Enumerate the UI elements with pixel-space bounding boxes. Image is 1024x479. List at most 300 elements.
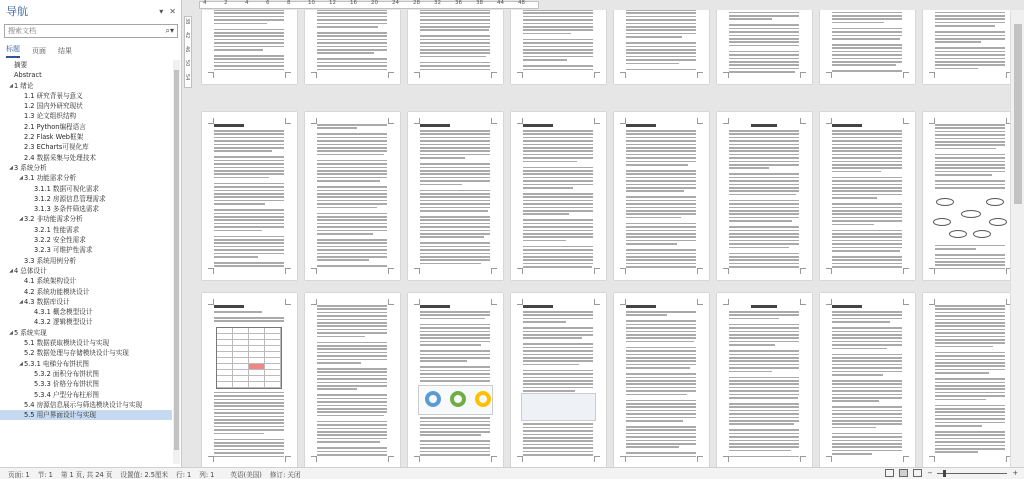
text-line <box>626 436 696 438</box>
text-line <box>832 357 902 359</box>
text-line <box>729 429 799 431</box>
text-line <box>523 187 573 189</box>
nav-heading-label: 2.1 Python编程语言 <box>24 122 86 131</box>
er-entity <box>936 198 954 206</box>
text-line <box>317 26 378 28</box>
text-line <box>935 58 1005 60</box>
text-line <box>935 268 1005 270</box>
text-line <box>317 315 387 317</box>
zoom-slider-knob[interactable] <box>943 470 946 477</box>
text-line <box>729 337 799 339</box>
text-line <box>420 147 490 149</box>
table-cell <box>233 364 249 369</box>
text-line <box>523 437 593 439</box>
text-line <box>420 157 465 159</box>
text-line <box>832 171 881 173</box>
table-cell <box>265 370 281 375</box>
collapse-arrow-icon[interactable]: ◢ <box>19 216 23 223</box>
table-cell <box>249 364 265 369</box>
nav-heading-item[interactable] <box>0 122 172 132</box>
crop-mark <box>697 299 703 305</box>
text-line <box>832 341 902 343</box>
search-icon[interactable]: ⌕▾ <box>165 26 174 35</box>
text-line <box>420 440 490 442</box>
text-line <box>523 46 593 48</box>
text-line <box>317 49 387 51</box>
document-page[interactable] <box>202 293 297 467</box>
nav-heading-label: 1.1 研究背景与意义 <box>24 91 83 100</box>
document-page[interactable] <box>820 293 915 467</box>
text-line <box>729 410 799 412</box>
tab-results[interactable]: 结果 <box>58 47 72 55</box>
status-language[interactable]: 英语(美国) <box>230 470 262 479</box>
text-line <box>935 18 1005 20</box>
text-line <box>317 223 387 225</box>
text-line <box>523 133 593 135</box>
nav-heading-item[interactable] <box>0 307 172 317</box>
text-line <box>729 180 799 182</box>
nav-heading-item[interactable] <box>0 379 172 389</box>
collapse-arrow-icon[interactable]: ◢ <box>19 175 23 182</box>
text-line <box>420 341 490 343</box>
text-line <box>626 184 696 186</box>
text-line <box>317 355 387 357</box>
collapse-arrow-icon[interactable]: ◢ <box>9 82 13 89</box>
text-line <box>317 35 387 37</box>
text-line <box>214 317 284 319</box>
crop-mark <box>311 268 317 274</box>
nav-heading-item[interactable] <box>0 204 172 214</box>
text-line <box>214 170 284 172</box>
nav-heading-item[interactable] <box>0 348 172 358</box>
nav-heading-item[interactable] <box>0 70 172 80</box>
nav-heading-item[interactable] <box>0 400 172 410</box>
text-line <box>935 392 1005 394</box>
text-line <box>729 207 799 209</box>
nav-heading-item[interactable] <box>0 245 172 255</box>
nav-heading-item[interactable] <box>0 225 172 235</box>
text-line <box>935 245 1005 247</box>
status-row[interactable]: 行: 1 <box>176 470 192 479</box>
text-line <box>832 327 902 329</box>
search-input[interactable] <box>8 27 158 35</box>
nav-heading-item[interactable] <box>0 390 172 400</box>
nav-heading-label: 5 系统实现 <box>14 328 47 337</box>
text-line <box>317 415 384 417</box>
document-page[interactable] <box>614 293 709 467</box>
zoom-in-button[interactable]: + <box>1012 469 1018 477</box>
document-page[interactable] <box>923 293 1010 467</box>
text-line <box>214 186 284 188</box>
text-line <box>935 258 1005 260</box>
text-line <box>523 364 579 366</box>
text-line <box>523 256 593 258</box>
text-line <box>523 447 593 449</box>
text-line <box>729 24 799 26</box>
text-line <box>420 337 490 339</box>
ruler-number: 48 <box>518 0 525 6</box>
nav-heading-item[interactable] <box>0 338 172 348</box>
nav-heading-item[interactable] <box>0 266 172 276</box>
collapse-arrow-icon[interactable]: ◢ <box>9 164 13 171</box>
nav-heading-item[interactable] <box>0 328 172 338</box>
nav-heading-item[interactable] <box>0 214 172 224</box>
text-line <box>523 65 593 67</box>
text-line <box>523 196 593 198</box>
nav-heading-label: 4 总体设计 <box>14 266 47 275</box>
document-page[interactable] <box>923 10 1010 84</box>
text-line <box>832 410 902 412</box>
document-page[interactable] <box>408 112 503 280</box>
text-line <box>214 39 284 41</box>
document-area[interactable] <box>194 10 1010 467</box>
table-cell <box>265 376 281 381</box>
text-line <box>214 163 284 165</box>
text-line <box>935 425 982 427</box>
document-page[interactable] <box>202 10 297 84</box>
text-line <box>935 68 978 70</box>
crop-mark <box>723 299 729 305</box>
text-line <box>523 444 593 446</box>
text-line <box>626 433 696 435</box>
text-line <box>729 247 789 249</box>
document-page[interactable] <box>202 112 297 280</box>
text-line <box>935 415 1005 417</box>
text-line <box>523 184 593 186</box>
status-track-changes[interactable]: 修订: 关闭 <box>269 470 301 479</box>
heading-line <box>420 305 450 308</box>
text-line <box>420 428 490 430</box>
text-line <box>729 213 799 215</box>
text-line <box>420 256 490 258</box>
text-line <box>523 321 566 323</box>
crop-mark <box>311 456 317 462</box>
text-line <box>935 141 1005 143</box>
crop-mark <box>826 268 832 274</box>
vertical-ruler-number: 46 <box>184 46 190 53</box>
document-page[interactable] <box>511 293 606 467</box>
text-line <box>523 193 593 195</box>
document-page[interactable] <box>717 112 812 280</box>
text-line <box>214 253 284 255</box>
text-line <box>729 64 799 66</box>
text-line <box>420 380 490 382</box>
nav-heading-item[interactable] <box>0 317 172 327</box>
text-line <box>626 33 696 35</box>
crop-mark <box>594 299 600 305</box>
nav-heading-label: 1.2 国内外研究现状 <box>24 102 83 111</box>
crop-mark <box>929 456 935 462</box>
crop-mark <box>929 72 935 78</box>
text-line <box>214 49 263 51</box>
text-line <box>935 25 995 27</box>
er-entity <box>986 198 1004 206</box>
text-line <box>523 203 593 205</box>
text-line <box>832 383 902 385</box>
nav-heading-item[interactable] <box>0 369 172 379</box>
heading-line <box>751 305 777 308</box>
text-line <box>523 200 593 202</box>
nav-heading-item[interactable] <box>0 163 172 173</box>
text-line <box>626 253 696 255</box>
text-line <box>935 431 1005 433</box>
text-line <box>626 314 667 316</box>
search-box <box>4 24 178 38</box>
status-page-of[interactable]: 第 1 页, 共 24 页 <box>60 470 113 479</box>
nav-heading-item[interactable] <box>0 256 172 266</box>
text-line <box>832 38 900 40</box>
text-line <box>420 314 490 316</box>
text-line <box>935 322 1005 324</box>
text-line <box>832 184 902 186</box>
text-line <box>935 448 1005 450</box>
nav-options-dropdown-icon[interactable]: ▾ <box>159 6 164 16</box>
text-line <box>832 371 902 373</box>
nav-heading-item[interactable] <box>0 81 172 91</box>
text-line <box>420 331 490 333</box>
document-page[interactable] <box>923 112 1010 280</box>
text-line <box>317 362 361 364</box>
text-line <box>214 395 284 397</box>
text-line <box>523 59 567 61</box>
text-line <box>832 440 902 442</box>
status-page[interactable]: 页面: 1 <box>8 470 30 479</box>
text-line <box>523 390 575 392</box>
text-line <box>214 256 258 258</box>
text-line <box>214 196 284 198</box>
nav-heading-item[interactable] <box>0 91 172 101</box>
table-cell <box>249 328 265 333</box>
text-line <box>832 217 902 219</box>
text-line <box>214 144 284 146</box>
collapse-arrow-icon[interactable]: ◢ <box>19 298 23 305</box>
nav-heading-item[interactable] <box>0 194 172 204</box>
nav-heading-label: 2.3 ECharts可视化库 <box>24 143 89 152</box>
text-line <box>420 10 490 11</box>
text-line <box>317 378 387 380</box>
document-page[interactable] <box>511 10 606 84</box>
text-line <box>214 190 284 192</box>
text-line <box>935 395 1005 397</box>
crop-mark <box>388 72 394 78</box>
collapse-arrow-icon[interactable]: ◢ <box>9 329 13 336</box>
text-line <box>626 337 696 339</box>
nav-heading-item[interactable] <box>0 276 172 286</box>
nav-header-controls <box>159 7 176 16</box>
text-line <box>832 374 883 376</box>
text-line <box>935 355 1005 357</box>
table-cell <box>265 352 281 357</box>
nav-heading-label: 5.5 用户界面设计与实现 <box>24 411 96 420</box>
text-line <box>729 230 799 232</box>
nav-scrollbar[interactable] <box>173 60 180 464</box>
text-line <box>317 46 387 48</box>
text-line <box>832 413 902 415</box>
document-page[interactable] <box>717 10 812 84</box>
text-line <box>729 380 799 382</box>
table-cell <box>265 328 281 333</box>
nav-heading-label: 摘要 <box>14 61 28 69</box>
nav-close-icon[interactable]: ✕ <box>169 6 176 16</box>
text-line <box>729 157 799 159</box>
text-line <box>935 319 1005 321</box>
document-page[interactable] <box>717 293 812 467</box>
crop-mark <box>414 456 420 462</box>
table-cell <box>217 376 233 381</box>
text-line <box>935 38 1005 40</box>
text-line <box>729 397 798 399</box>
nav-tabs <box>0 42 180 58</box>
text-line <box>420 334 490 336</box>
text-line <box>935 438 1005 440</box>
text-line <box>420 324 490 326</box>
text-line <box>832 354 902 356</box>
document-page[interactable] <box>820 10 915 84</box>
text-line <box>626 140 696 142</box>
text-line <box>832 331 902 333</box>
collapse-arrow-icon[interactable]: ◢ <box>19 360 23 367</box>
nav-heading-item[interactable] <box>0 410 172 420</box>
text-line <box>935 388 1005 390</box>
text-line <box>523 69 593 71</box>
text-line <box>317 368 387 370</box>
document-scrollbar[interactable] <box>1010 10 1024 467</box>
document-page[interactable] <box>511 112 606 280</box>
text-line <box>420 377 490 379</box>
crop-mark <box>388 456 394 462</box>
text-line <box>420 373 490 375</box>
text-line <box>729 144 799 146</box>
text-line <box>626 406 696 408</box>
text-line <box>317 186 387 188</box>
text-line <box>729 446 799 448</box>
nav-heading-item[interactable] <box>0 153 172 163</box>
zoom-slider[interactable] <box>937 473 1007 474</box>
status-setting[interactable]: 设置值: 2.5厘米 <box>120 470 169 479</box>
nav-heading-item[interactable] <box>0 142 172 152</box>
document-page[interactable] <box>408 10 503 84</box>
text-line <box>420 163 490 165</box>
text-line <box>420 65 490 67</box>
nav-heading-item[interactable] <box>0 297 172 307</box>
text-line <box>317 173 387 175</box>
nav-heading-item[interactable] <box>0 287 172 297</box>
document-page[interactable] <box>614 10 709 84</box>
text-line <box>420 366 490 368</box>
text-line <box>317 39 387 41</box>
nav-heading-item[interactable] <box>0 132 172 142</box>
document-page[interactable] <box>305 293 400 467</box>
table-cell <box>249 382 265 387</box>
nav-heading-item[interactable] <box>0 184 172 194</box>
zoom-out-button[interactable]: − <box>926 469 933 477</box>
text-line <box>626 187 696 189</box>
nav-heading-label: 5.3.2 面积分布饼状图 <box>34 369 100 378</box>
text-line <box>935 445 1005 447</box>
text-line <box>420 23 490 25</box>
text-line <box>317 12 387 14</box>
table-cell <box>265 340 281 345</box>
text-line <box>523 140 593 142</box>
read-mode-icon[interactable] <box>885 469 894 477</box>
text-line <box>523 387 593 389</box>
nav-heading-item[interactable] <box>0 60 172 70</box>
tab-pages[interactable]: 页面 <box>32 47 46 55</box>
text-line <box>832 236 902 238</box>
text-line <box>214 392 284 394</box>
web-layout-icon[interactable] <box>913 469 922 477</box>
text-line <box>626 223 696 225</box>
text-line <box>626 10 696 11</box>
text-line <box>832 137 902 139</box>
document-page[interactable] <box>408 293 503 467</box>
text-line <box>523 440 593 442</box>
document-scrollbar-thumb[interactable] <box>1014 24 1022 204</box>
nav-heading-item[interactable] <box>0 359 172 369</box>
text-line <box>729 253 799 255</box>
text-line <box>420 263 481 265</box>
text-line <box>317 163 387 165</box>
text-line <box>317 193 387 195</box>
text-line <box>317 23 387 25</box>
text-line <box>420 318 485 320</box>
text-line <box>420 451 490 453</box>
table-cell <box>233 370 249 375</box>
text-line <box>214 130 284 132</box>
text-line <box>317 219 387 221</box>
ruler-number: 4 <box>203 0 207 6</box>
text-line <box>317 322 387 324</box>
status-column[interactable]: 列: 1 <box>199 470 215 479</box>
nav-heading-item[interactable] <box>0 173 172 183</box>
crop-mark <box>697 118 703 124</box>
document-page[interactable] <box>820 112 915 280</box>
nav-heading-item[interactable] <box>0 101 172 111</box>
nav-heading-item[interactable] <box>0 235 172 245</box>
table-cell <box>233 328 249 333</box>
text-line <box>317 421 387 423</box>
heading-line <box>420 124 450 127</box>
text-line <box>935 254 1005 256</box>
document-page[interactable] <box>305 112 400 280</box>
text-line <box>832 161 902 163</box>
text-line <box>523 311 593 313</box>
status-section[interactable]: 节: 1 <box>37 470 53 479</box>
text-line <box>832 44 902 46</box>
text-line <box>729 154 799 156</box>
print-layout-icon[interactable] <box>899 469 908 477</box>
text-line <box>729 68 799 70</box>
text-line <box>832 207 902 209</box>
nav-heading-item[interactable] <box>0 111 172 121</box>
text-line <box>729 311 799 313</box>
text-line <box>420 12 490 14</box>
document-page[interactable] <box>614 112 709 280</box>
status-bar <box>0 467 1024 479</box>
collapse-arrow-icon[interactable]: ◢ <box>9 267 13 274</box>
text-line <box>832 22 884 24</box>
text-line <box>729 423 794 425</box>
text-line <box>626 341 694 343</box>
nav-scrollbar-thumb[interactable] <box>174 70 179 450</box>
text-line <box>420 447 490 449</box>
tab-headings[interactable]: 标题 <box>6 44 20 58</box>
text-line <box>626 394 687 396</box>
text-line <box>832 314 902 316</box>
text-line <box>832 144 902 146</box>
text-line <box>523 454 593 456</box>
document-page[interactable] <box>305 10 400 84</box>
